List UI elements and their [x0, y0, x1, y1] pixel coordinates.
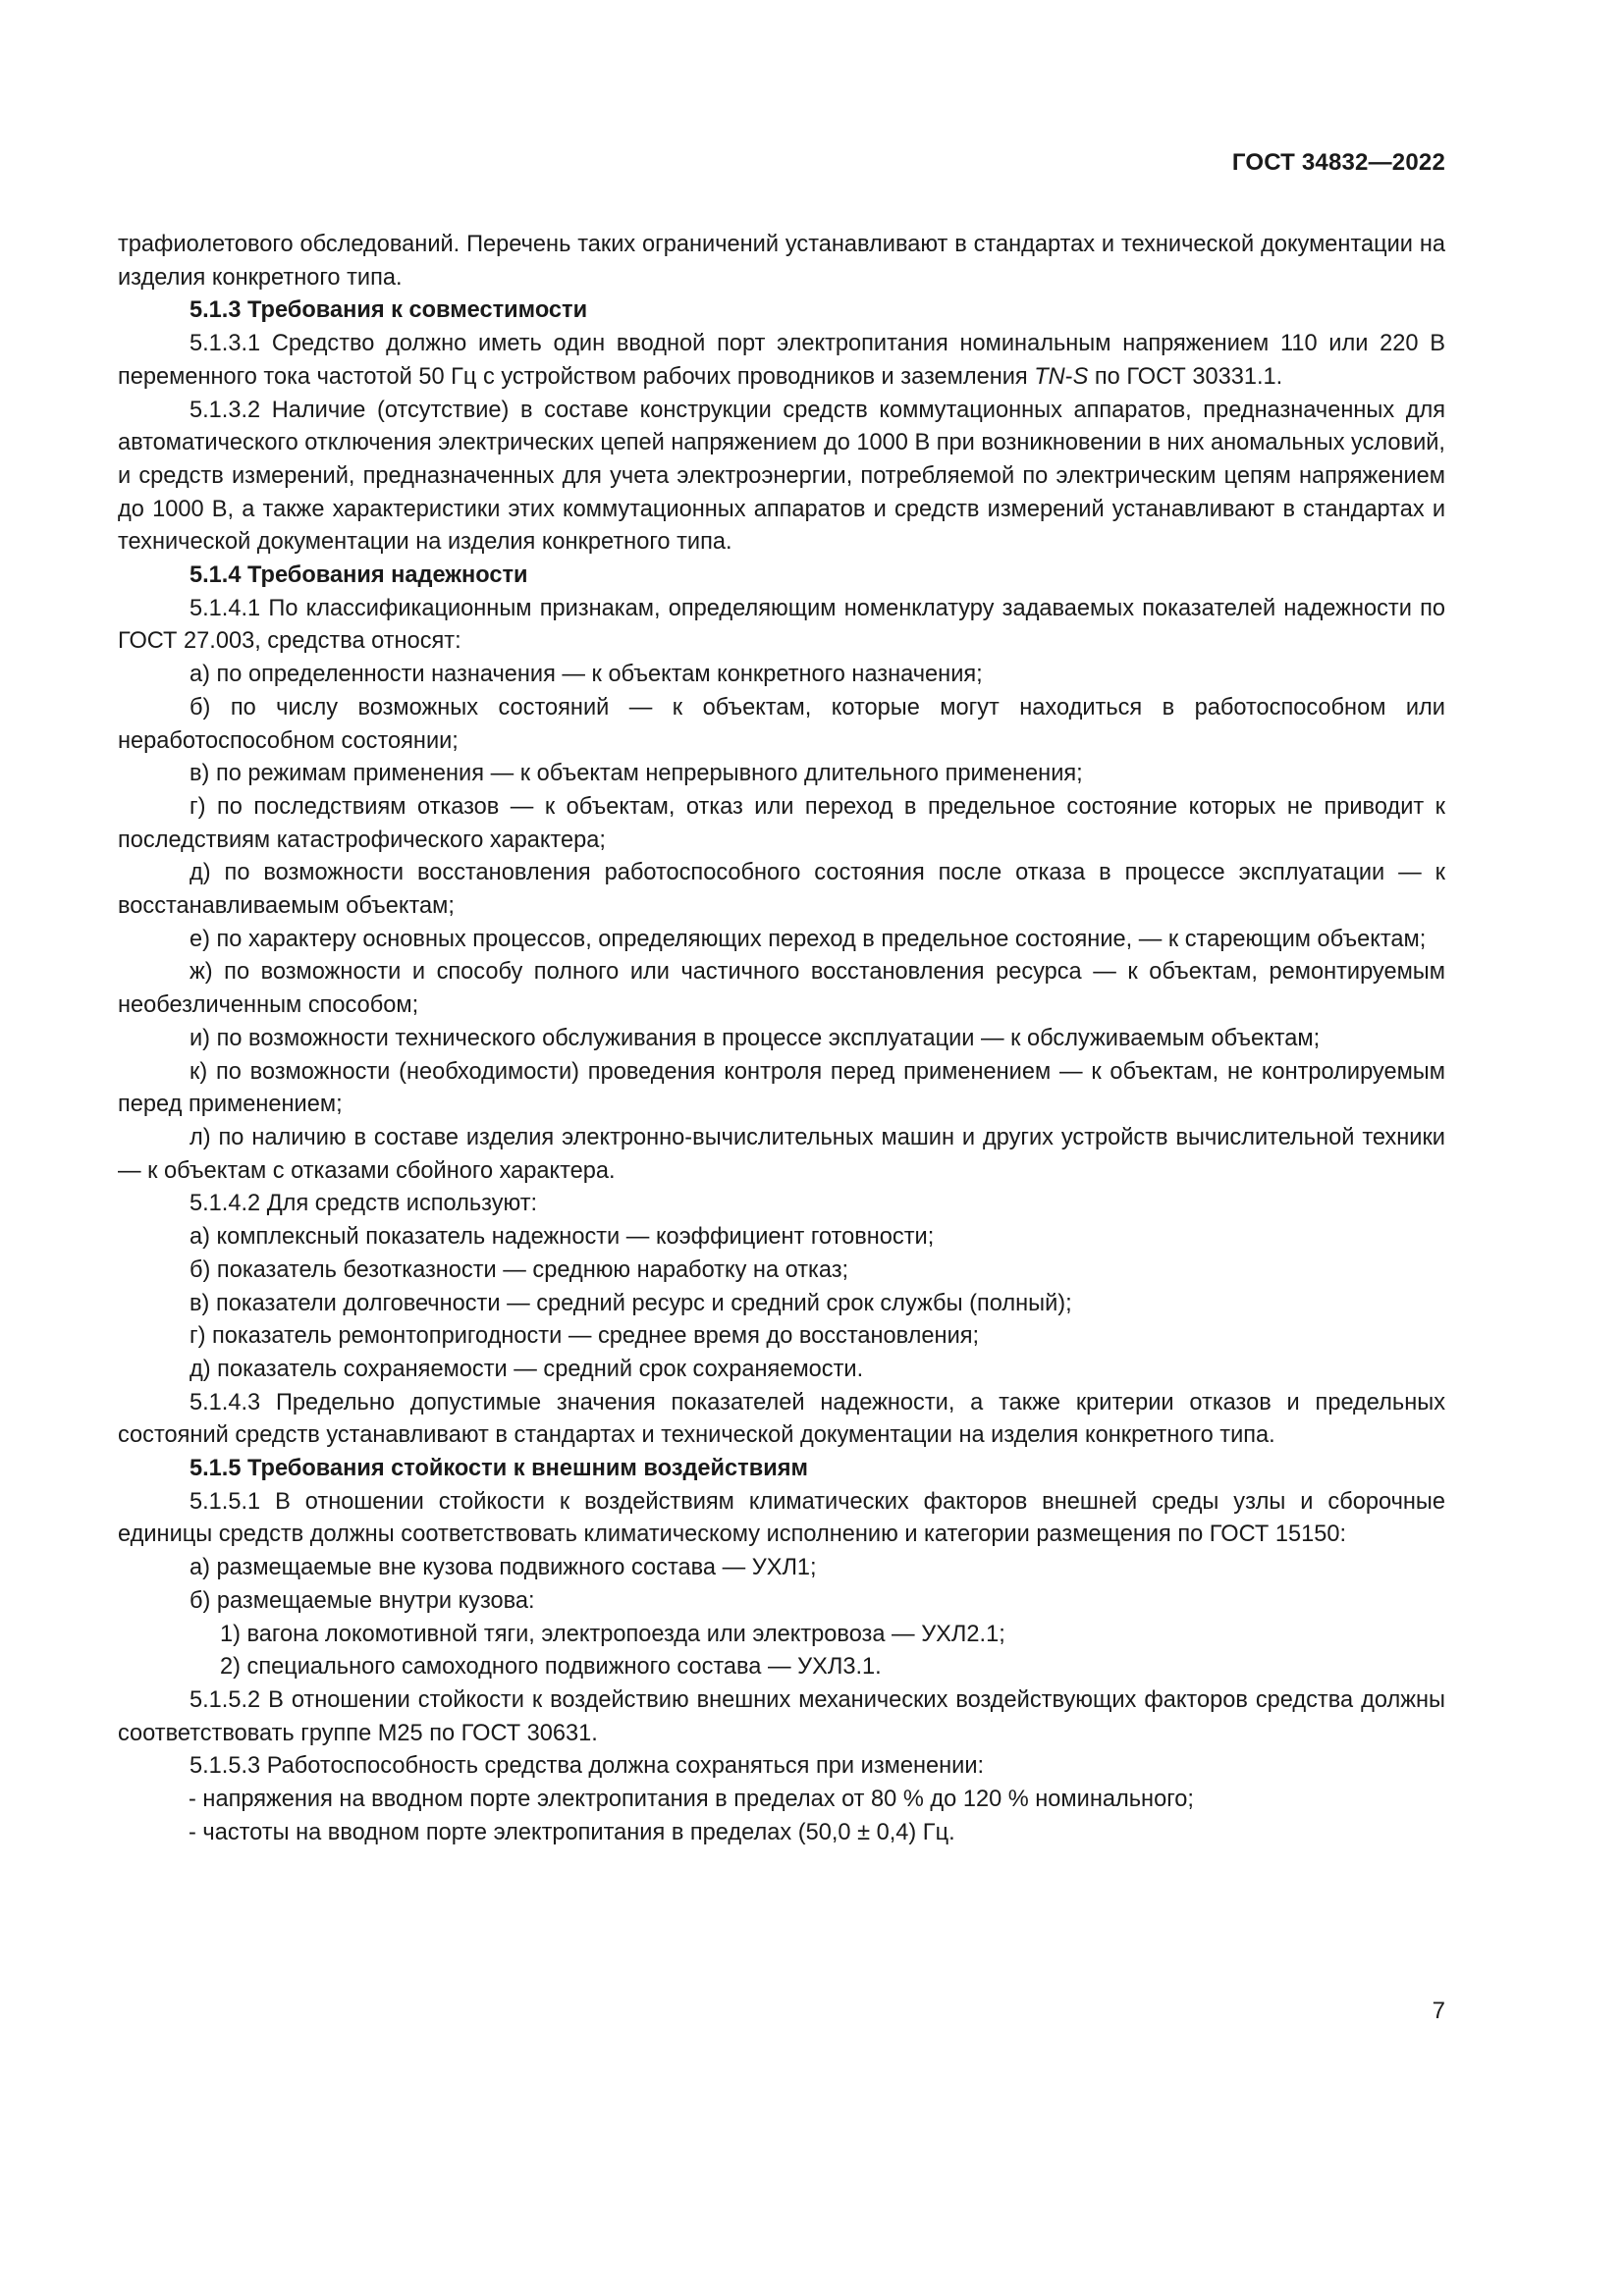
- page-number: 7: [1432, 1998, 1445, 2024]
- list-item: е) по характеру основных процессов, определяющих переход в предельное состояние, — к стареющим объектам;: [189, 926, 1427, 952]
- list-item: к) по возможности (необходимости) проведения контроля перед применением — к объектам, не контролируемым перед применением;: [118, 1058, 1445, 1118]
- paragraph-5-1-4-3: 5.1.4.3 Предельно допустимые значения показателей надежности, а также критерии отказов и предельных состояний средств устанавливают в стандартах и технической документации на изделия конкретного типа.: [118, 1389, 1445, 1449]
- section-heading-5-1-5: 5.1.5 Требования стойкости к внешним воздействиям: [189, 1456, 808, 1482]
- list-item: г) показатель ремонтопригодности — среднее время до восстановления;: [189, 1323, 980, 1350]
- list-item: д) показатель сохраняемости — средний срок сохраняемости.: [189, 1356, 864, 1382]
- list-item: б) показатель безотказности — среднюю наработку на отказ;: [189, 1256, 849, 1283]
- grounding-system-dash: -: [1064, 363, 1073, 390]
- paragraph-5-1-4-1: 5.1.4.1 По классификационным признакам, определяющим номенклатуру задаваемых показателей надежности по ГОСТ 27.003, средства относят:: [118, 595, 1445, 655]
- list-item: а) по определенности назначения — к объектам конкретного назначения;: [189, 662, 983, 688]
- list-item: д) по возможности восстановления работоспособного состояния после отказа в процессе эксплуатации — к восстанавливаемым объектам;: [118, 860, 1445, 920]
- document-body: [118, 229, 1445, 1849]
- list-item: а) комплексный показатель надежности — коэффициент готовности;: [189, 1224, 935, 1251]
- paragraph-5-1-3-2: 5.1.3.2 Наличие (отсутствие) в составе конструкции средств коммутационных аппаратов, предназначенных для автоматического отключения электрических цепей напряжением до 1000 В при возникновении в них аномальных условий, и средств измерений, предназначенных для учета электроэнергии, потребляемой по электрическим цепям напряжением до 1000 В, а также характеристики этих коммутационных аппаратов и средств измерений устанавливают в стандартах и технической документации на изделия конкретного типа.: [118, 397, 1445, 556]
- section-heading-5-1-3: 5.1.3 Требования к совместимости: [189, 297, 588, 324]
- grounding-system-s: S: [1072, 363, 1089, 390]
- paragraph-5-1-5-3: 5.1.5.3 Работоспособность средства должна сохраняться при изменении:: [189, 1753, 985, 1780]
- dash-list-item: - напряжения на вводном порте электропитания в пределах от 80 % до 120 % номинального;: [189, 1787, 1194, 1813]
- list-item: б) размещаемые внутри кузова:: [189, 1587, 535, 1614]
- section-heading-5-1-4: 5.1.4 Требования надежности: [189, 562, 528, 589]
- list-item: в) показатели долговечности — средний ресурс и средний срок службы (полный);: [189, 1290, 1072, 1316]
- list-item: ж) по возможности и способу полного или частичного восстановления ресурса — к объектам, ремонтируемым необезличенным способом;: [118, 959, 1445, 1019]
- list-item: в) по режимам применения — к объектам непрерывного длительного применения;: [189, 761, 1083, 787]
- list-subitem: 2) специального самоходного подвижного состава — УХЛ3.1.: [220, 1654, 882, 1681]
- list-item: б) по числу возможных состояний — к объектам, которые могут находиться в работоспособном или неработоспособном состоянии;: [118, 694, 1445, 754]
- list-subitem: 1) вагона локомотивной тяги, электропоезда или электровоза — УХЛ2.1;: [220, 1621, 1005, 1647]
- dash-list-item: - частоты на вводном порте электропитания в пределах (50,0 ± 0,4) Гц.: [189, 1819, 955, 1845]
- list-item: а) размещаемые вне кузова подвижного состава — УХЛ1;: [189, 1555, 817, 1581]
- list-item: г) по последствиям отказов — к объектам, отказ или переход в предельное состояние которых не приводит к последствиям катастрофического характера;: [118, 793, 1445, 853]
- paragraph-continuation: трафиолетового обследований. Перечень таких ограничений устанавливают в стандартах и технической документации на изделия конкретного типа.: [118, 232, 1445, 291]
- paragraph-5-1-5-1: 5.1.5.1 В отношении стойкости к воздействиям климатических факторов внешней среды узлы и сборочные единицы средств должны соответствовать климатическому исполнению и категории размещения по ГОСТ 15150:: [118, 1488, 1445, 1548]
- document-header-id: ГОСТ 34832—2022: [1231, 149, 1445, 176]
- paragraph-5-1-3-1: [118, 328, 1445, 394]
- list-item: и) по возможности технического обслуживания в процессе эксплуатации — к обслуживаемым объектам;: [189, 1025, 1321, 1051]
- paragraph-5-1-3-1-text: 5.1.3.1 Средство должно иметь один вводной порт электропитания номинальным напряжением 110 или 220 В переменного тока частотой 50 Гц с устройством рабочих проводников и заземления: [118, 331, 1445, 390]
- paragraph-5-1-5-2: 5.1.5.2 В отношении стойкости к воздействию внешних механических воздействующих факторов средства должны соответствовать группе М25 по ГОСТ 30631.: [118, 1686, 1445, 1746]
- grounding-system-tn: TN: [1034, 363, 1065, 390]
- paragraph-5-1-4-2: 5.1.4.2 Для средств используют:: [189, 1191, 538, 1217]
- list-item: л) по наличию в составе изделия электронно-вычислительных машин и других устройств вычислительной техники — к объектам с отказами сбойного характера.: [118, 1124, 1445, 1184]
- paragraph-5-1-3-1-ref: по ГОСТ 30331.1.: [1088, 363, 1283, 390]
